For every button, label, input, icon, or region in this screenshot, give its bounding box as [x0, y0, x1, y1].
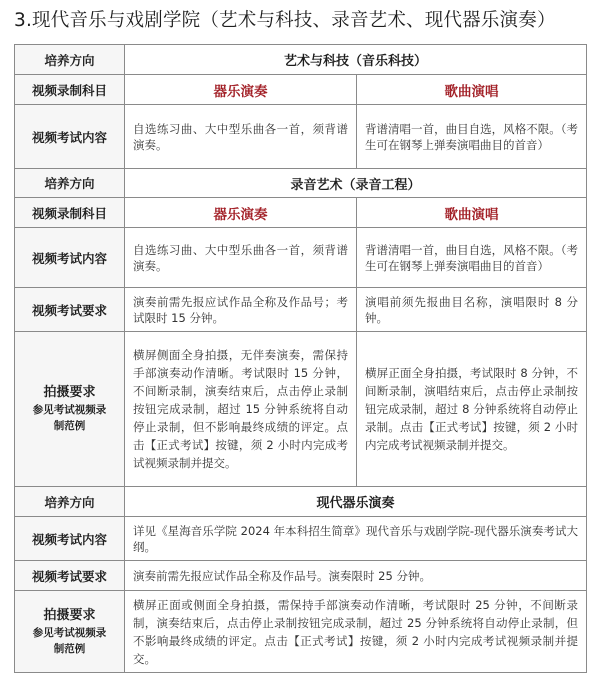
section2-direction-row — [15, 169, 587, 198]
section3-content: 详见《星海音乐学院 2024 年本科招生简章》现代音乐与戏剧学院-现代器乐演奏考试大纲。 — [125, 517, 587, 561]
section2-content-row — [15, 228, 587, 288]
exam-requirements-table — [14, 44, 587, 673]
section2-direction: 录音艺术（录音工程） — [125, 169, 587, 198]
section2-shooting-row — [15, 332, 587, 487]
section2-req-vocal: 演唱前须先报曲目名称，演唱限时 8 分钟。 — [357, 288, 587, 332]
content-label: 视频考试内容 — [15, 228, 125, 288]
section2-req-instrumental: 演奏前需先报应试作品全称及作品号；考试限时 15 分钟。 — [125, 288, 357, 332]
section3-content-row — [15, 517, 587, 561]
section1-direction-row — [15, 45, 587, 75]
section2-subject-row — [15, 198, 587, 228]
section1-content-row — [15, 105, 587, 169]
section3-shoot: 横屏正面或侧面全身拍摄，需保持手部演奏动作清晰，考试限时 25 分钟，不间断录制，演奏结束后，点击停止录制按钮完成录制，超过 25 分钟系统将自动停止录制，但不影响最终成绩的评定。点击【正式考试】按键，须 2 小时内完成考试视频录制并提交。 — [125, 591, 587, 673]
shooting-ref-line1: 参见考试视频录 — [32, 626, 107, 639]
section3-direction-row — [15, 487, 587, 517]
content-label: 视频考试内容 — [15, 517, 125, 561]
section1-subject-vocal: 歌曲演唱 — [357, 75, 587, 105]
content-label: 视频考试内容 — [15, 105, 125, 169]
subjects-label: 视频录制科目 — [15, 75, 125, 105]
shooting-label: 拍摄要求 — [43, 385, 96, 400]
section1-subject-row — [15, 75, 587, 105]
section3-shooting-row — [15, 591, 587, 673]
section3-requirements-row — [15, 561, 587, 591]
section2-requirements-row — [15, 288, 587, 332]
requirements-label: 视频考试要求 — [15, 561, 125, 591]
section2-shoot-instrumental: 横屏侧面全身拍摄，无伴奏演奏，需保持手部演奏动作清晰。考试限时 15 分钟，不间断录制，演奏结束后，点击停止录制按钮完成录制，超过 15 分钟系统将自动停止录制，但不影响最终成绩的评定。点击【正式考试】按键，须 2 小时内完成考试视频录制并提交。 — [125, 332, 357, 487]
shooting-ref-line2: 制范例 — [53, 420, 86, 432]
section2-content-vocal: 背谱清唱一首，曲目自选，风格不限。（考生可在钢琴上弹奏演唱曲目的首音） — [357, 228, 587, 288]
shooting-label-cell — [15, 591, 125, 673]
section1-direction: 艺术与科技（音乐科技） — [125, 45, 587, 75]
section1-content-vocal: 背谱清唱一首，曲目自选，风格不限。（考生可在钢琴上弹奏演唱曲目的首音） — [357, 105, 587, 169]
shooting-ref-line1: 参见考试视频录 — [32, 404, 107, 416]
section2-content-instrumental: 自选练习曲、大中型乐曲各一首，须背谱演奏。 — [125, 228, 357, 288]
shooting-ref-line2: 制范例 — [53, 642, 86, 655]
shooting-label: 拍摄要求 — [43, 607, 96, 623]
direction-label: 培养方向 — [15, 169, 125, 198]
subjects-label: 视频录制科目 — [15, 198, 125, 228]
page-title: 3.现代音乐与戏剧学院（艺术与科技、录音艺术、现代器乐演奏） — [14, 10, 556, 31]
section1-subject-instrumental: 器乐演奏 — [125, 75, 357, 105]
section2-shoot-vocal: 横屏正面全身拍摄，考试限时 8 分钟，不间断录制，演唱结束后，点击停止录制按钮完成录制，超过 8 分钟系统将自动停止录制。点击【正式考试】按键，须 2 小时内完成考试视频录制并提交。 — [357, 332, 587, 487]
section1-content-instrumental: 自选练习曲、大中型乐曲各一首，须背谱演奏。 — [125, 105, 357, 169]
section3-direction: 现代器乐演奏 — [125, 487, 587, 517]
section3-req: 演奏前需先报应试作品全称及作品号。演奏限时 25 分钟。 — [125, 561, 587, 591]
shooting-label-cell — [15, 332, 125, 487]
direction-label: 培养方向 — [15, 487, 125, 517]
direction-label: 培养方向 — [15, 45, 125, 75]
requirements-label: 视频考试要求 — [15, 288, 125, 332]
section2-subject-instrumental: 器乐演奏 — [125, 198, 357, 228]
section2-subject-vocal: 歌曲演唱 — [357, 198, 587, 228]
